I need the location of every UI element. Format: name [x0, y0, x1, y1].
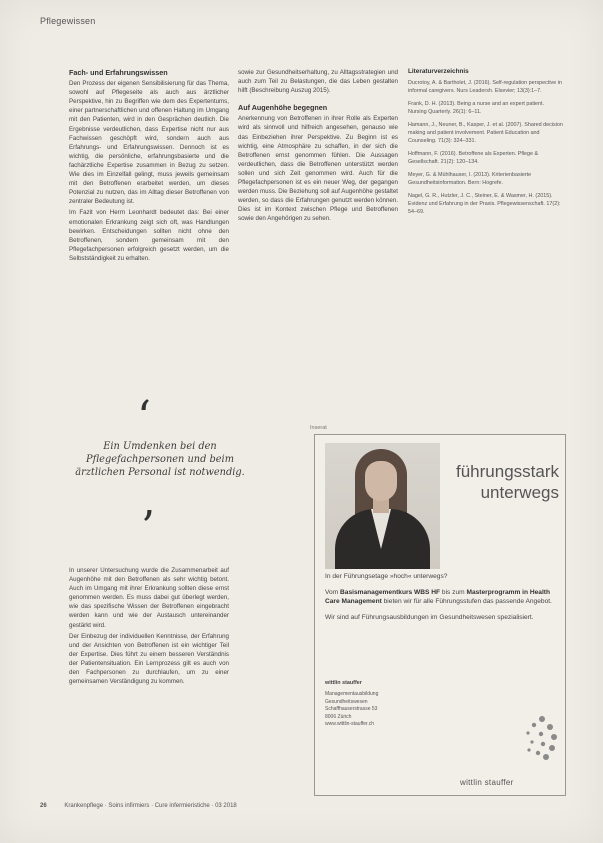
ad-headline-line2: unterwegs — [480, 483, 559, 502]
article-column-1-continued — [69, 566, 229, 688]
section-label: Pflegewissen — [40, 16, 96, 26]
paragraph: Den Prozess der eigenen Sensibilisierung für das Thema, sowohl auf Pflegeseite als auch aus ärztlicher Perspektive, hin zu Begriffen wie dem des Expertentums, einer partnerschaftlichen und offenen Haltung im Umgang mit den Patienten, wird in den Gesprächen deutlich. Die Ergebnisse verdeutlichen, dass Expertise nicht nur aus Fachwissen geschöpft wird, sondern auch aus Erfahrungs- und Erfahrungswissen. Dennoch ist es wichtig, die persönliche, erfahrungsbasierte und die fachärztliche Expertise zusammen in Bezug zu setzen. Wie dies im Einzelfall gelingt, muss jeweils gemeinsam mit den Betroffenen erarbeitet werden, um dieses Potenzial zu nutzen, das im Alltag dieser Betroffenen von zentraler Bedeutung ist. — [69, 80, 229, 206]
quote-close-mark-icon: ’ — [141, 502, 155, 553]
subheading-augenhoehe: Auf Augenhöhe begegnen — [238, 103, 328, 113]
publication-line: Krankenpflege · Soins infirmiers · Cure infermieristiche · 03 2018 — [64, 803, 237, 809]
ad-contact — [325, 680, 435, 728]
quote-open-mark-icon: ‘ — [137, 392, 151, 443]
ad-contact-line: 8006 Zürich — [325, 713, 352, 720]
ad-course-basis: Basismanagementkurs WBS HF — [340, 588, 441, 596]
page-number: 26 — [40, 803, 47, 809]
reference-item: Ducrotoy, A. & Bartholet, J. (2016). Self-regulation perspective in informal caregivers. Nurs Leadersh. Elsevier; 13(3):1–7. — [408, 80, 562, 94]
references-title: Literaturverzeichnis — [408, 68, 469, 75]
ad-second-text: Wir sind auf Führungsausbildungen im Gesundheitswesen spezialisiert. — [325, 613, 534, 621]
ad-contact-line: Managementausbildung — [325, 691, 379, 698]
ad-logo-text: wittlin stauffer — [460, 778, 514, 787]
references-column — [408, 68, 564, 221]
ad-contact-link[interactable]: www.wittlin-stauffer.ch — [325, 721, 375, 728]
ad-contact-brand: wittlin stauffer — [325, 680, 362, 686]
advertisement[interactable] — [314, 434, 566, 796]
reference-item: Nagel, G. R., Hutzler, J. C., Steiner, E. & Wasmer, H. (2015). Evidenz und Erfahrung in der Praxis. Pflegewissenschaft. 17(2): 54–69. — [408, 193, 561, 215]
paragraph: Anerkennung von Betroffenen in ihrer Rolle als Experten wird als sinnvoll und hilfreich angesehen, genauso wie das Einbeziehen ihrer Perspektive. Zu Beginn ist es wichtig, eine Atmosphäre zu schaffen, in der sich die Betroffenen ernst genommen fühlen. Die Aussagen verdeutlichen, dass die Betroffenen unterstützt werden sollen und sich Zeit genommen wird. Auch für die Pflegefachpersonen ist es ein neuer Weg, der gegangen werden muss. Die Beziehung soll auf Augenhöhe gestaltet werden, so dass die Erfahrungen genutzt werden können. Dies ist im Kontext zwischen Pflege und Betroffenen sowie den Angehörigen zu sehen. — [238, 115, 398, 223]
ad-headline — [443, 461, 559, 503]
subheading-fachwissen: Fach- und Erfahrungswissen — [69, 68, 168, 77]
ad-headline-line1: führungsstark — [456, 462, 559, 481]
paragraph: sowie zur Gesundheitserhaltung, zu Alltagsstrategien und auch zum Teil zu Belastungen, die das Leben gestalten hilft (Beschreibung Auszug 2015). — [238, 69, 398, 95]
ad-offer-text: Vom Basismanagementkurs WBS HF bis zum Masterprogramm in Health Care Management bieten wir für alle Führungsstufen das passende Angebot. — [325, 588, 552, 605]
reference-item: Frank, D. H. (2013). Being a nurse and an expert patient. Nursing Quarterly. 26(1): 6–11. — [408, 101, 545, 115]
page-footer — [40, 803, 237, 809]
paragraph: In unserer Untersuchung wurde die Zusammenarbeit auf Augenhöhe mit den Betroffenen als sehr wichtig betont. Auch im Umgang mit ihrer Erkrankung sollten diese ernst genommen werden. Es muss dabei gut überlegt werden, wie das spezifische Wissen der Betroffenen eingebracht werden kann und wie der Austausch untereinander gestärkt wird. — [69, 567, 229, 629]
paragraph: Der Einbezug der individuellen Kenntnisse, der Erfahrung und der Ansichten von Betroffenen ist ein wichtiger Teil der Expertise. Dies führt zu einem besseren Verständnis der Patientensituation. Ein Lernprozess gilt es auch von den Fachpersonen zu durchlaufen, um zu einer gemeinsamen Verständigung zu kommen. — [69, 632, 229, 686]
reference-item: Meyer, G. & Mühlhauser, I. (2013). Kriterienbasierte Gesundheitsinformation. Bern: Hogrefe. — [408, 172, 532, 186]
pull-quote: Ein Umdenken bei den Pflegefachpersonen und beim ärztlichen Personal ist notwendig. — [75, 441, 245, 478]
reference-item: Hoffmann, F. (2016). Betroffene als Experten. Pflege & Gesellschaft. 21(2): 120–134. — [408, 151, 539, 165]
ad-label: Inserat — [310, 425, 327, 431]
paragraph: Im Fazit von Herrn Leonhardt bedeutet das: Bei einer emotionalen Erkrankung zeigt sich oft, was Handlungen bewirken. Entscheidungen sollten nicht ohne den Betroffenen, sondern gemeinsam mit den Pflegefachpersonen erfolgreich gesetzt werden, um die Selbstständigkeit zu erhalten. — [69, 209, 229, 262]
ad-body — [325, 572, 555, 628]
ad-course-master: Masterprogramm in Health Care Management — [325, 588, 551, 605]
ad-contact-line: Schaffhauserstrasse 53 — [325, 706, 378, 713]
article-column-2 — [238, 68, 398, 226]
ad-portrait-image — [325, 443, 440, 569]
reference-item: Hamann, J., Neuner, B., Kasper, J. et al. (2007). Shared decision making and patient involvement. Patient Education and Counseling. 71(3): 324–331. — [408, 122, 563, 144]
ad-intro: In der Führungsetage »hoch« unterwegs? — [325, 573, 448, 580]
article-column-1 — [69, 68, 229, 265]
ad-contact-line: Gesundheitswesen — [325, 698, 368, 705]
